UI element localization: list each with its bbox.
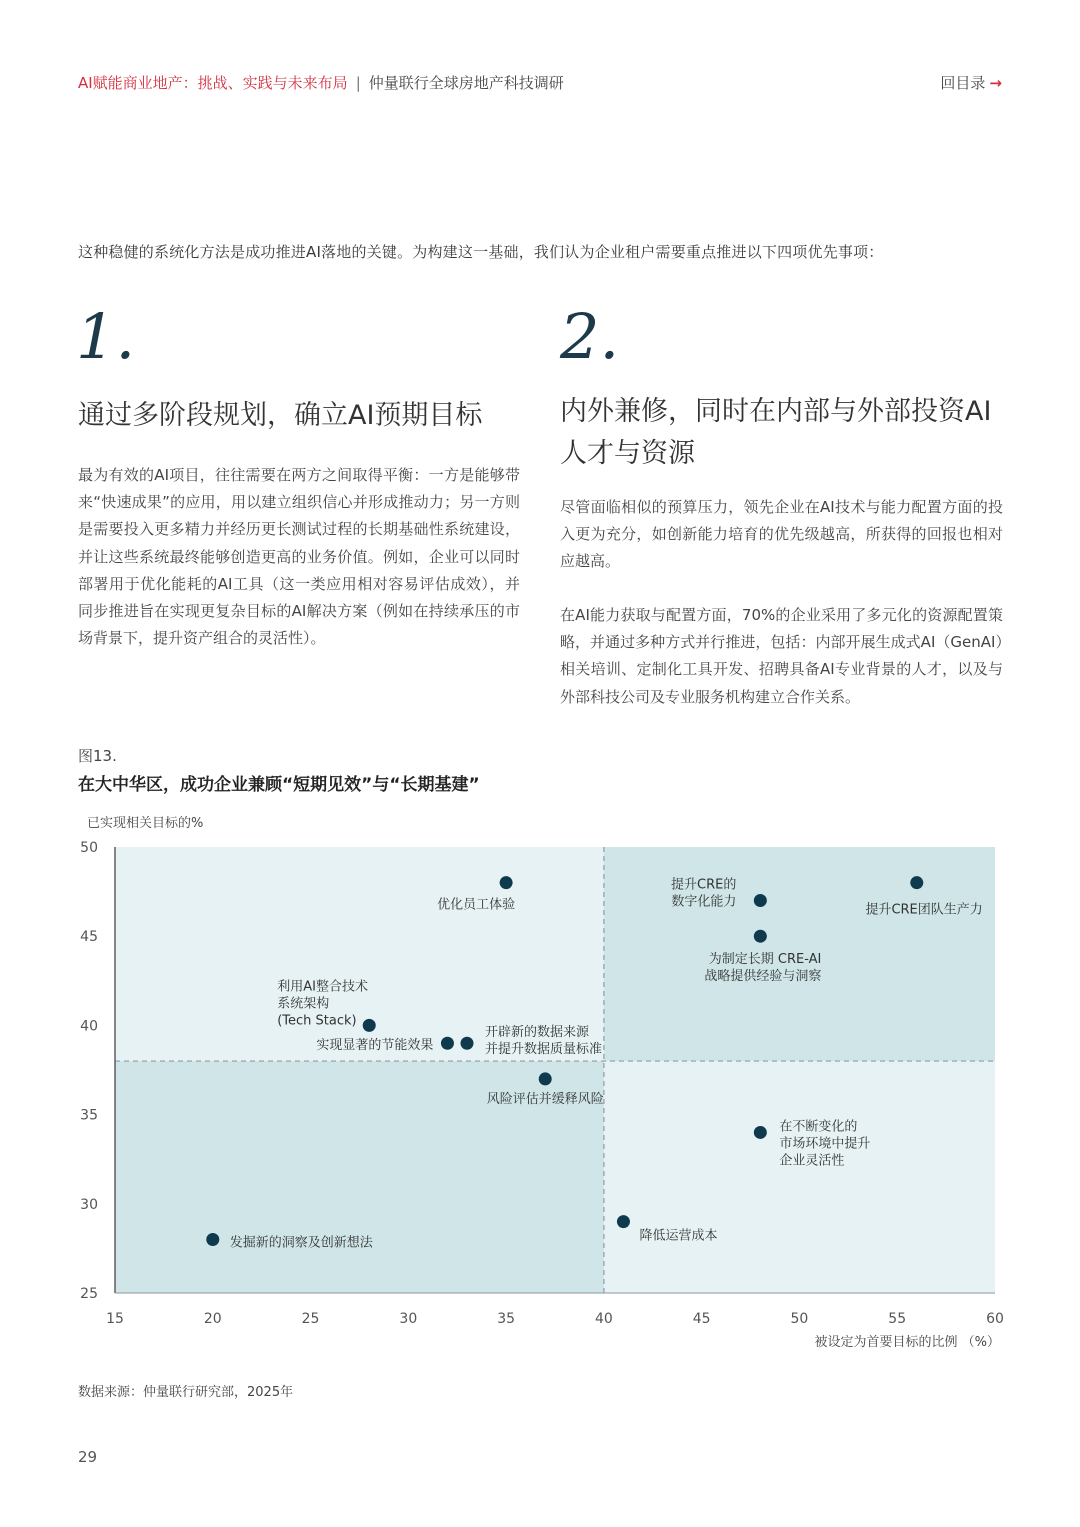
intro-paragraph: 这种稳健的系统化方法是成功推进AI落地的关键。为构建这一基础，我们认为企业租户需要重点推进以下四项优先事项：: [78, 243, 884, 261]
point-label: 为制定长期 CRE-AI: [708, 952, 822, 968]
scatter-point: [206, 1233, 219, 1246]
point-label: 数字化能力: [671, 894, 737, 910]
point-label: 提升CRE团队生产力: [865, 902, 983, 918]
x-tick-label: 15: [106, 1311, 124, 1327]
x-tick-label: 60: [986, 1311, 1004, 1327]
x-tick-label: 50: [790, 1311, 809, 1327]
scatter-point: [500, 876, 513, 889]
scatter-point: [461, 1037, 474, 1050]
section-1-title: 通过多阶段规划，确立AI预期目标: [78, 400, 483, 431]
point-label: 发掘新的洞察及创新想法: [229, 1235, 373, 1251]
point-label: 并提升数据质量标准: [485, 1042, 603, 1058]
point-label: 优化员工体验: [437, 897, 516, 913]
point-label: 企业灵活性: [779, 1153, 845, 1169]
y-tick-label: 25: [80, 1286, 98, 1302]
report-title[interactable]: AI赋能商业地产：挑战、实践与未来布局: [78, 74, 348, 92]
arrow-right-icon[interactable]: →: [989, 74, 1002, 92]
point-label: 降低运营成本: [639, 1228, 718, 1244]
x-axis-title: 被设定为首要目标的比例 （%）: [814, 1335, 1000, 1350]
y-tick-label: 35: [80, 1107, 98, 1124]
x-tick-label: 35: [497, 1311, 516, 1327]
x-tick-label: 55: [888, 1311, 907, 1327]
scatter-point: [617, 1215, 630, 1228]
point-label: 在不断变化的: [779, 1119, 858, 1135]
x-tick-label: 45: [692, 1311, 711, 1327]
scatter-point: [754, 894, 767, 907]
point-label: 战略提供经验与洞察: [704, 969, 822, 985]
chart-quadrants: [115, 847, 995, 1293]
scatter-point: [441, 1037, 454, 1050]
page-number: 29: [78, 1448, 98, 1466]
scatter-point: [754, 1126, 767, 1139]
header-separator: |: [355, 74, 361, 92]
section-2-title: 内外兼修，同时在内部与外部投资AI人才与资源: [560, 396, 992, 469]
y-tick-label: 50: [80, 840, 98, 856]
y-tick-label: 45: [80, 929, 98, 946]
x-tick-label: 25: [301, 1311, 320, 1327]
section-2-number: 2.: [560, 300, 620, 373]
section-1-paragraph: 最为有效的AI项目，往往需要在两方之间取得平衡：一方是能够带来“快速成果”的应用，用以建立组织信心并形成推动力；另一方则是需要投入更多精力并经历更长测试过程的长期基础性系统建设，并让这些系统最终能够创造更高的业务价值。例如，企业可以同时部署用于优化能耗的AI工具（这一类应用相对容易评估成效），并同步推进旨在实现更复杂目标的AI解决方案（例如在持续承压的市场背景下，提升资产组合的灵活性）。: [78, 466, 520, 648]
point-label: 系统架构: [277, 996, 330, 1012]
scatter-point: [754, 930, 767, 943]
y-tick-label: 40: [80, 1018, 98, 1035]
y-axis-title: 已实现相关目标的%: [87, 816, 204, 831]
back-to-contents-link[interactable]: [940, 72, 1002, 93]
point-label: (Tech Stack): [277, 1013, 357, 1029]
report-series[interactable]: 仲量联行全球房地产科技调研: [368, 74, 564, 92]
scatter-point: [539, 1072, 552, 1085]
page-header: [78, 72, 1002, 98]
point-label: 利用AI整合技术: [277, 979, 368, 995]
point-label: 开辟新的数据来源: [485, 1025, 590, 1041]
x-tick-label: 20: [203, 1311, 222, 1327]
figure-title: 在大中华区，成功企业兼顾“短期见效”与“长期基建”: [78, 775, 480, 795]
scatter-chart: [60, 805, 1020, 1365]
figure-label: 图13.: [78, 747, 117, 765]
point-label: 提升CRE的: [671, 877, 737, 893]
header-breadcrumb: [78, 72, 564, 93]
y-tick-label: 30: [80, 1196, 98, 1213]
section-2-paragraph-1: 尽管面临相似的预算压力，领先企业在AI技术与能力配置方面的投入更为充分，如创新能力培育的优先级越高，所获得的回报也相对应越高。: [560, 498, 1003, 571]
point-label: 实现显著的节能效果: [316, 1038, 434, 1054]
section-1-number: 1.: [76, 300, 136, 373]
section-2-paragraph-2: 在AI能力获取与配置方面，70%的企业采用了多元化的资源配置策略，并通过多种方式并行推进，包括：内部开展生成式AI（GenAI）相关培训、定制化工具开发、招聘具备AI专业背景的人才，以及与外部科技公司及专业服务机构建立合作关系。: [560, 606, 1003, 706]
scatter-point: [910, 876, 923, 889]
scatter-point: [363, 1019, 376, 1032]
x-tick-label: 40: [594, 1311, 613, 1327]
x-tick-label: 30: [399, 1311, 418, 1327]
point-label: 风险评估并缓释风险: [486, 1091, 604, 1107]
point-label: 市场环境中提升: [779, 1136, 871, 1152]
back-to-contents-label[interactable]: 回目录: [940, 74, 986, 92]
data-source: 数据来源：仲量联行研究部，2025年: [78, 1385, 294, 1400]
